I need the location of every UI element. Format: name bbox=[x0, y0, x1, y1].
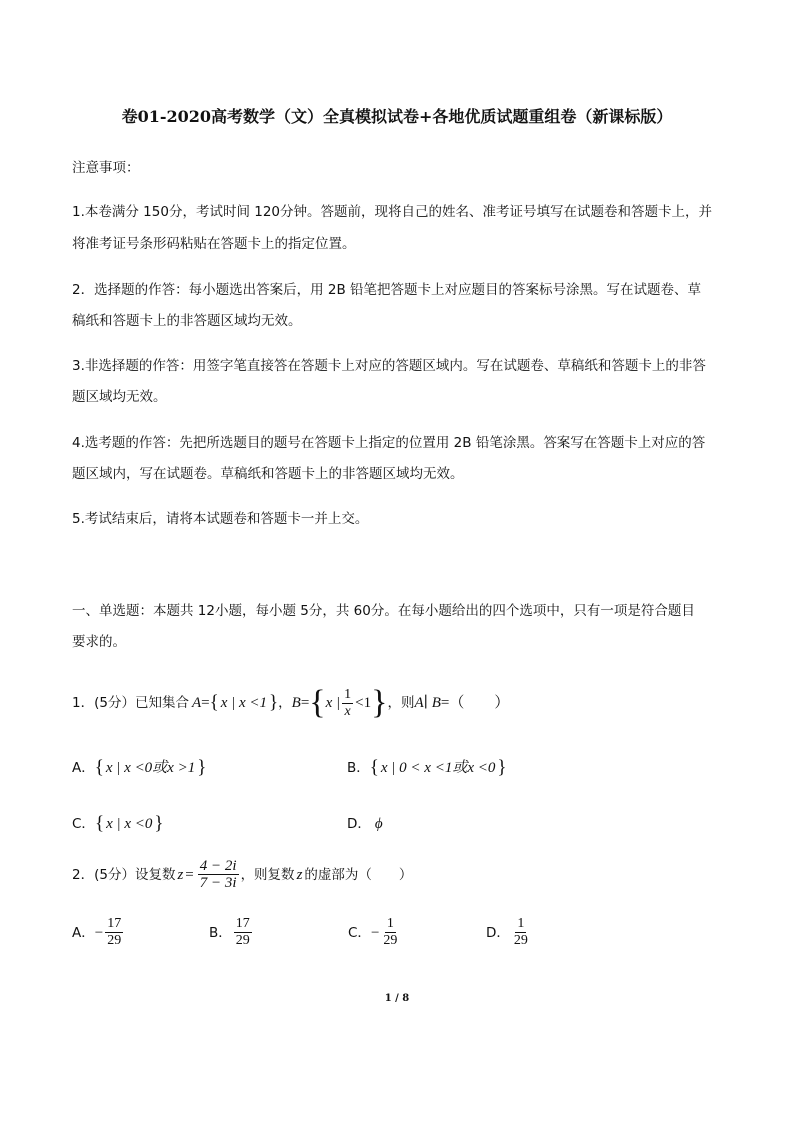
equals-sign: = bbox=[300, 695, 310, 711]
page-title: 卷01-2020高考数学（文）全真模拟试卷+各地优质试题重组卷（新课标版） bbox=[121, 107, 673, 126]
equals-sign: = bbox=[201, 695, 210, 711]
question-1-ask: =（ ） bbox=[440, 695, 510, 711]
left-brace-icon: { bbox=[369, 757, 379, 778]
right-brace-icon: } bbox=[497, 757, 507, 778]
left-brace-icon: { bbox=[94, 757, 104, 778]
set-b-symbol: B bbox=[291, 695, 301, 711]
variable-z: z bbox=[177, 866, 184, 883]
option-label: A． bbox=[72, 760, 95, 776]
notice-heading: 注意事项： bbox=[72, 160, 140, 176]
option-label: C． bbox=[348, 924, 371, 941]
right-brace-icon: } bbox=[154, 813, 164, 834]
section-heading-line-2: 要求的。 bbox=[72, 634, 126, 650]
option-label: D． bbox=[347, 816, 371, 832]
fraction-numerator: 1 bbox=[386, 916, 394, 931]
option-body: x | x <0 bbox=[106, 816, 153, 832]
fraction-one-over-x bbox=[342, 687, 353, 720]
option-body: x | x <0或x >1 bbox=[105, 760, 196, 776]
set-a-symbol: A bbox=[191, 695, 202, 711]
option-fraction bbox=[381, 916, 399, 949]
fraction-numerator: 1 bbox=[517, 916, 525, 931]
equals-sign: = bbox=[185, 866, 194, 883]
fraction-numerator: 1 bbox=[344, 686, 352, 702]
left-brace-icon: { bbox=[94, 813, 105, 834]
variable-z: z bbox=[296, 866, 303, 883]
q1-option-c[interactable] bbox=[72, 814, 164, 834]
option-body: x | 0 < x <1或x <0 bbox=[380, 760, 496, 776]
fraction-denominator: 7 − 3i bbox=[199, 875, 237, 891]
fraction-numerator: 4 − 2i bbox=[199, 858, 237, 874]
left-brace-icon: { bbox=[209, 692, 219, 713]
fraction-denominator: 29 bbox=[107, 933, 122, 948]
right-brace-icon: } bbox=[197, 757, 207, 778]
fraction-denominator: 29 bbox=[235, 933, 250, 948]
q1-option-d[interactable] bbox=[347, 814, 383, 834]
option-fraction bbox=[105, 916, 123, 949]
question-2-tail: 的虚部为（ ） bbox=[304, 866, 413, 883]
question-1-prefix: 1．(5分）已知集合 bbox=[72, 695, 189, 711]
q2-option-a[interactable] bbox=[72, 916, 125, 949]
fraction-denominator: 29 bbox=[513, 933, 528, 948]
note-4-line-2: 题区域内，写在试题卷。草稿纸和答题卡上的非答题区域均无效。 bbox=[72, 466, 464, 482]
note-2-line-1: 2．选择题的作答：每小题选出答案后，用 2B 铅笔把答题卡上对应题目的答案标号涂黑。写在试题卷、草 bbox=[72, 282, 702, 298]
option-fraction bbox=[512, 916, 530, 949]
option-fraction bbox=[234, 916, 252, 949]
note-2-line-2: 稿纸和答题卡上的非答题区域均无效。 bbox=[72, 313, 302, 329]
set-a-body: x | x <1 bbox=[220, 695, 268, 711]
note-5-line-1: 5.考试结束后，请将本试题卷和答题卡一并上交。 bbox=[72, 511, 369, 527]
comma: ， bbox=[278, 695, 292, 711]
option-body: ϕ bbox=[374, 816, 383, 832]
note-1-line-1: 1.本卷满分 150分，考试时间 120分钟。答题前，现将自己的姓名、准考证号填写在试题卷和答题卡上，并 bbox=[72, 204, 712, 220]
section-heading-line-1: 一、单选题：本题共 12小题，每小题 5分，共 60分。在每小题给出的四个选项中，只有一项是符合题目 bbox=[72, 603, 695, 619]
q2-option-d[interactable] bbox=[486, 916, 532, 949]
set-b-tail: <1 bbox=[355, 695, 372, 711]
complex-fraction bbox=[198, 858, 239, 891]
result-expression: A∣ B bbox=[414, 695, 441, 711]
big-right-brace-icon: } bbox=[371, 684, 388, 721]
then-text: ，则 bbox=[387, 695, 415, 711]
fraction-denominator: 29 bbox=[383, 933, 398, 948]
note-4-line-1: 4.选考题的作答：先把所选题目的题号在答题卡上指定的位置用 2B 铅笔涂黑。答案写在答题卡上对应的答 bbox=[72, 435, 706, 451]
option-label: A． bbox=[72, 924, 95, 941]
question-2-prefix: 2．(5分）设复数 bbox=[72, 866, 176, 883]
q1-option-b[interactable] bbox=[347, 758, 506, 778]
question-2-mid: ，则复数 bbox=[240, 866, 295, 883]
note-1-line-2: 将准考证号条形码粘贴在答题卡上的指定位置。 bbox=[72, 236, 356, 252]
q2-option-c[interactable] bbox=[348, 916, 401, 949]
fraction-denominator: x bbox=[344, 703, 351, 719]
option-label: C． bbox=[72, 816, 95, 832]
option-sign: − bbox=[94, 924, 104, 941]
question-2 bbox=[72, 858, 412, 891]
option-label: B． bbox=[209, 924, 232, 941]
q1-option-a[interactable] bbox=[72, 758, 206, 778]
note-3-line-1: 3.非选择题的作答：用签字笔直接答在答题卡上对应的答题区域内。写在试题卷、草稿纸和答题卡上的非答 bbox=[72, 358, 706, 374]
fraction-numerator: 17 bbox=[107, 916, 122, 931]
right-brace-icon: } bbox=[269, 692, 279, 713]
option-label: B． bbox=[347, 760, 370, 776]
q2-option-b[interactable] bbox=[209, 916, 254, 949]
big-left-brace-icon: { bbox=[309, 684, 326, 721]
question-1 bbox=[72, 686, 509, 720]
option-label: D． bbox=[486, 924, 510, 941]
note-3-line-2: 题区域均无效。 bbox=[72, 389, 167, 405]
fraction-numerator: 17 bbox=[235, 916, 250, 931]
option-sign: − bbox=[370, 924, 380, 941]
page-number: 1 / 8 bbox=[384, 993, 410, 1004]
set-b-var: x | bbox=[325, 695, 341, 711]
